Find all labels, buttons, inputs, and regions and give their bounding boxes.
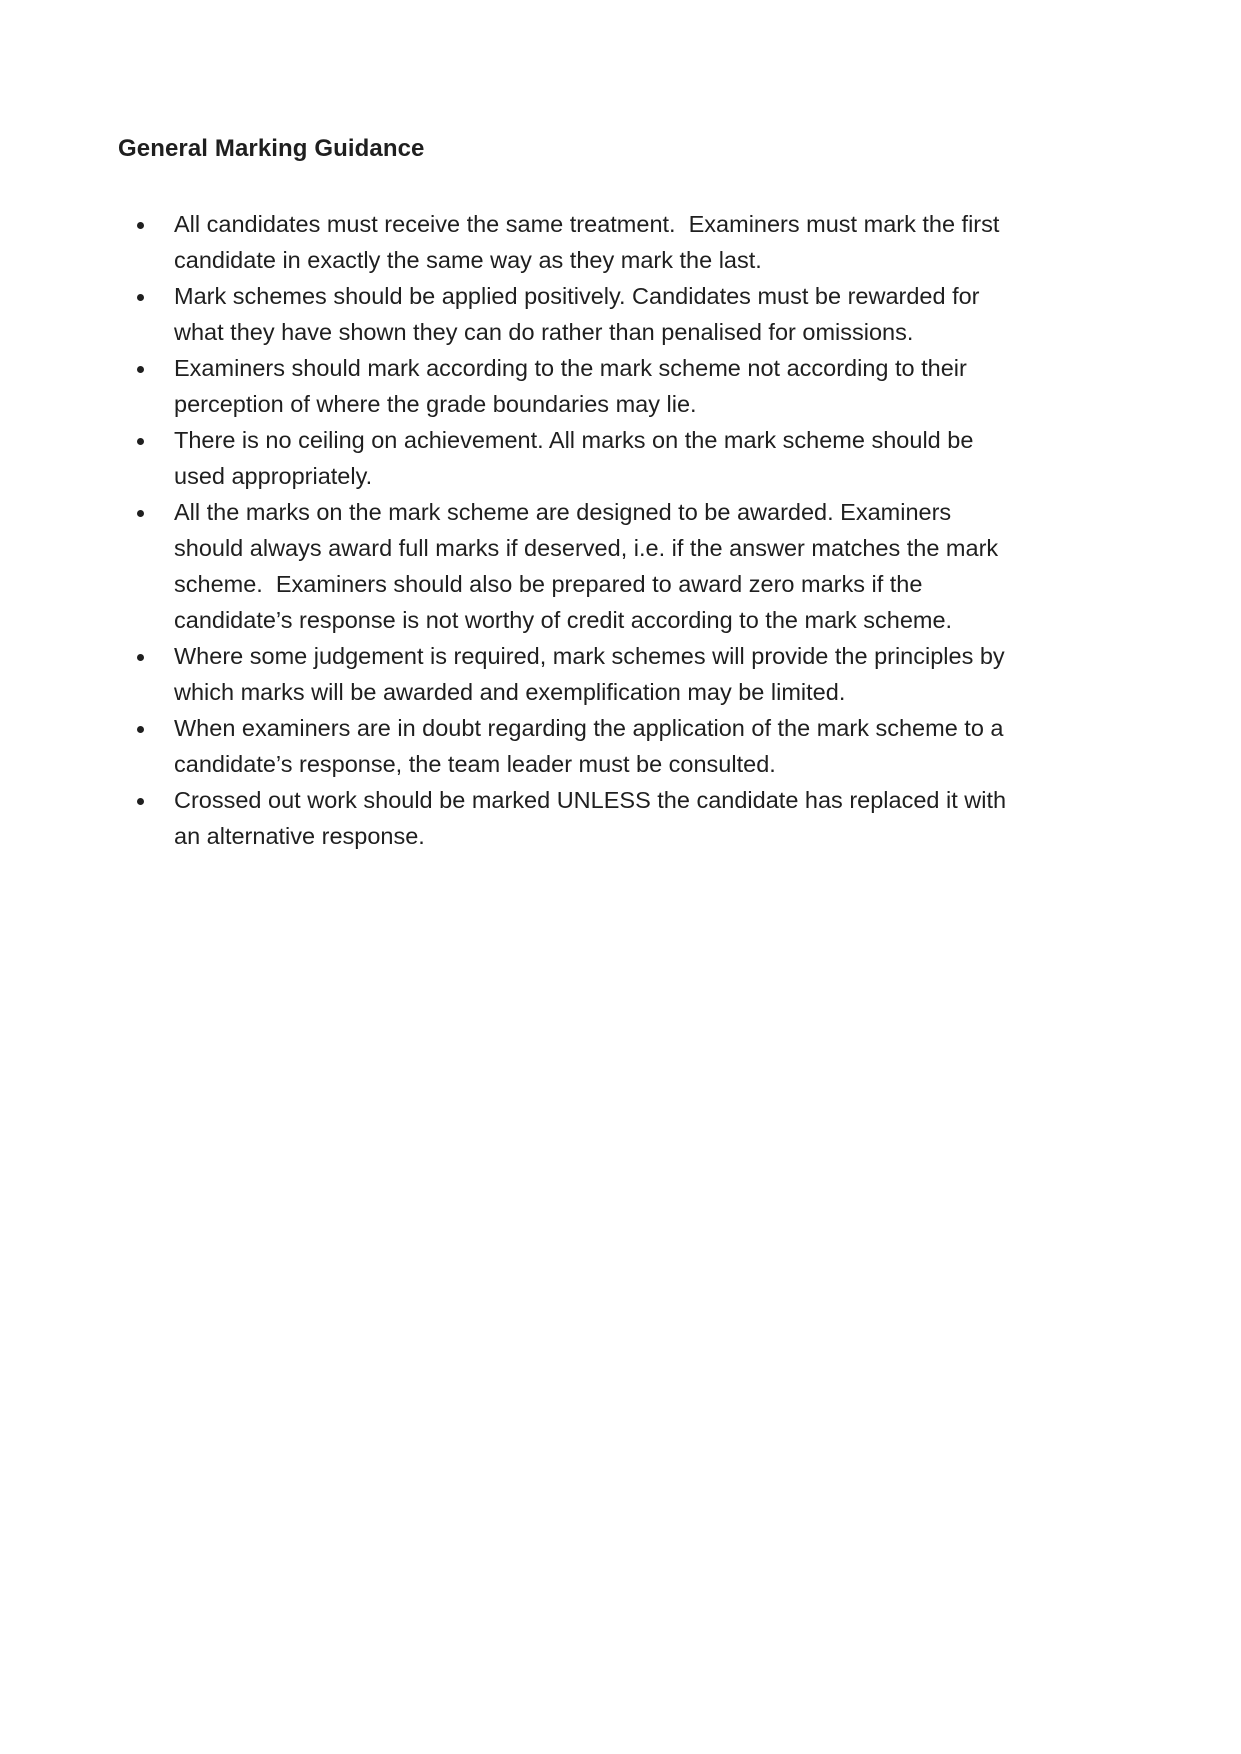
list-item — [118, 350, 1018, 422]
bullet-icon — [137, 726, 144, 733]
list-item-text: All the marks on the mark scheme are designed to be awarded. Examiners should always award full marks if deserved, i.e. if the answer matches the mark scheme. Examiners should also be prepared to award zero marks if the candidate’s response is not worthy of credit according to the mark scheme. — [174, 499, 1005, 633]
list-item-text: Where some judgement is required, mark schemes will provide the principles by which marks will be awarded and exemplification may be limited. — [174, 643, 1012, 705]
bullet-icon — [137, 654, 144, 661]
list-item-text: All candidates must receive the same treatment. Examiners must mark the first candidate in exactly the same way as they mark the last. — [174, 211, 1006, 273]
list-item — [118, 206, 1018, 278]
guidance-list — [118, 206, 1018, 854]
list-item — [118, 278, 1018, 350]
list-item — [118, 638, 1018, 710]
list-item — [118, 494, 1018, 638]
bullet-icon — [137, 510, 144, 517]
bullet-icon — [137, 294, 144, 301]
page-title: General Marking Guidance — [118, 135, 425, 162]
list-item-text: When examiners are in doubt regarding the application of the mark scheme to a candidate’s response, the team leader must be consulted. — [174, 715, 1011, 777]
list-item — [118, 710, 1018, 782]
bullet-icon — [137, 222, 144, 229]
list-item-text: Mark schemes should be applied positively. Candidates must be rewarded for what they have shown they can do rather than penalised for omissions. — [174, 283, 987, 345]
bullet-icon — [137, 798, 144, 805]
bullet-icon — [137, 366, 144, 373]
list-item — [118, 422, 1018, 494]
list-item-text: Examiners should mark according to the mark scheme not according to their perception of where the grade boundaries may lie. — [174, 355, 974, 417]
list-item-text: Crossed out work should be marked UNLESS the candidate has replaced it with an alternative response. — [174, 787, 1013, 849]
bullet-icon — [137, 438, 144, 445]
list-item — [118, 782, 1018, 854]
list-item-text: There is no ceiling on achievement. All marks on the mark scheme should be used appropriately. — [174, 427, 980, 489]
